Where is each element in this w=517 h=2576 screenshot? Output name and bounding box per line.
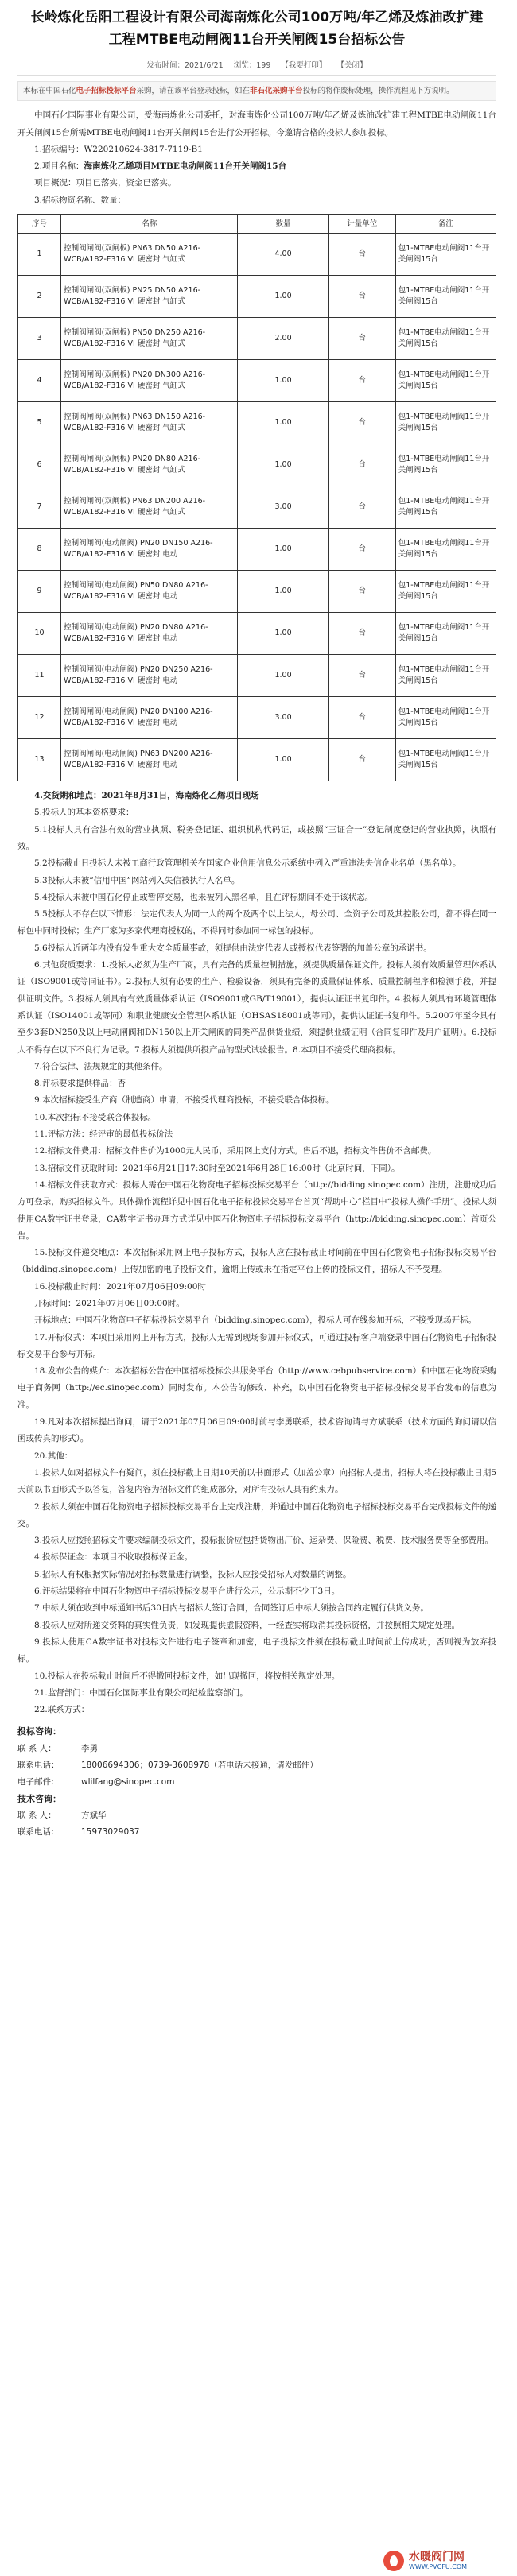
cell-remark: 包1-MTBE电动闸阀11台开关闸阀15台 (395, 318, 496, 360)
cell-index: 8 (18, 529, 61, 571)
cell-remark: 包1-MTBE电动闸阀11台开关闸阀15台 (395, 234, 496, 276)
cell-index: 11 (18, 655, 61, 697)
cell-unit: 台 (328, 402, 395, 444)
notice-highlight: 电子招标投标平台 (76, 87, 137, 96)
table-row (18, 529, 496, 571)
cell-name: 控制阀闸阀(电动闸阀) PN20 DN80 A216-WCB/A182-F316 VI 硬密封 电动 (61, 613, 238, 655)
qualification-item: 5.6投标人近两年内没有发生重大安全质量事故，须提供由法定代表人或授权代表签署的加盖公章的承诺书。 (34, 943, 432, 953)
page-title: 长岭炼化岳阳工程设计有限公司海南炼化公司100万吨/年乙烯及炼油改扩建工程MTBE电动闸阀11台开关闸阀15台招标公告 (30, 10, 484, 48)
cell-name: 控制阀闸阀(电动闸阀) PN20 DN250 A216-WCB/A182-F316 VI 硬密封 电动 (61, 655, 238, 697)
cell-index: 10 (18, 613, 61, 655)
other-requirements: 6.其他资质要求：1.投标人必须为生产厂商，具有完备的质量控制措施，须提供质量保证文件。投标人须有效质量管理体系认证（ISO9001或等同证书）。2.投标人须有必要的生产、检验设备，须具有完备的质量保证体系、质量控制程序和检测手段，并提供证明文件。3.投标人须具有有效质量体系认证（ISO9001或GB/T19001），提供认证证书复印件。4.投标人须具有环境管理体系认证（ISO14001或等同）和职业健康安全管理体系认证（OHSAS18001或等同），提供认证证书复印件。5.2007年至今具有至少3套DN250及以上电动闸阀和DN150以上开关闸阀的同类产品供货业绩，须提供业绩证明（合同复印件及用户证明）。6.投标人不得存在以下不良行为记录。7.投标人须提供所投产品的型式试验报告。8.本项目不接受代理商投标。 (17, 960, 496, 1055)
cell-index: 4 (18, 360, 61, 402)
qualification-heading: 5.投标人的基本资格要求： (34, 808, 134, 818)
other-item: 1.投标人如对招标文件有疑问，须在投标截止日期10天前以书面形式（加盖公章）向招标人提出，招标人将在投标截止日期5天前以书面形式予以答复，答复内容为招标文件的组成部分，对所有投标人具有约束力。 (17, 1467, 496, 1495)
cell-unit: 台 (328, 529, 395, 571)
cell-unit: 台 (328, 613, 395, 655)
cell-name: 控制阀闸阀(电动闸阀) PN20 DN100 A216-WCB/A182-F316 VI 硬密封 电动 (61, 697, 238, 739)
table-row (18, 234, 496, 276)
qualification-item: 5.4投标人未被中国石化停止或暂停交易，也未被列入黑名单，且在评标期间不处于该状态。 (34, 892, 374, 902)
contact-label: 电子邮件： (17, 1776, 60, 1787)
cell-name: 控制阀闸阀(双闸板) PN63 DN200 A216-WCB/A182-F316 VI 硬密封 气缸式 (61, 486, 238, 529)
other-item: 8.投标人应对所递交资料的真实性负责，如发现提供虚假资料，一经查实将取消其投标资格，并按照相关规定处理。 (34, 1620, 461, 1630)
project-name (17, 158, 496, 175)
cell-name: 控制阀闸阀(双闸板) PN63 DN150 A216-WCB/A182-F316 VI 硬密封 气缸式 (61, 402, 238, 444)
table-row (18, 739, 496, 781)
cell-name: 控制阀闸阀(双闸板) PN50 DN250 A216-WCB/A182-F316 VI 硬密封 气缸式 (61, 318, 238, 360)
cell-remark: 包1-MTBE电动闸阀11台开关闸阀15台 (395, 360, 496, 402)
section-18: 18.发布公告的媒介：本次招标公告在中国招标投标公共服务平台（http://www.cebpubservice.com）和中国石化物资采购电子商务网（http://ec.sinopec.com）同时发布。本公告的修改、补充，以中国石化物资电子招标投标交易平台发布的信息为准。 (17, 1366, 496, 1410)
cell-unit: 台 (328, 444, 395, 486)
contact-row (17, 1807, 496, 1824)
cell-unit: 台 (328, 486, 395, 529)
cell-index: 7 (18, 486, 61, 529)
cell-qty: 1.00 (238, 360, 328, 402)
article-meta (17, 56, 496, 76)
cell-unit: 台 (328, 655, 395, 697)
table-row (18, 486, 496, 529)
table-row (18, 655, 496, 697)
cell-index: 13 (18, 739, 61, 781)
section-17: 17.开标仪式：本项目采用网上开标方式，投标人无需到现场参加开标仪式，可通过投标客户端登录中国石化物资电子招标投标交易平台参与开标。 (17, 1332, 496, 1359)
watermark-text (409, 2551, 467, 2571)
cell-qty: 2.00 (238, 318, 328, 360)
opening-time: 开标时间：2021年07月06日09:00时。 (34, 1298, 185, 1308)
col-header-unit: 计量单位 (328, 215, 395, 234)
other-item: 4.投标保证金：本项目不收取投标保证金。 (34, 1552, 193, 1563)
col-header-index: 序号 (18, 215, 61, 234)
contact-email[interactable]: wlilfang@sinopec.com (81, 1776, 175, 1787)
cell-index: 2 (18, 276, 61, 318)
notice-text: 本标在中国石化 (23, 87, 76, 96)
cell-index: 6 (18, 444, 61, 486)
cell-remark: 包1-MTBE电动闸阀11台开关闸阀15台 (395, 571, 496, 613)
section-21: 21.监督部门：中国石化国际事业有限公司纪检监察部门。 (34, 1687, 248, 1698)
items-heading: 3.招标物资名称、数量： (34, 195, 126, 205)
cell-remark: 包1-MTBE电动闸阀11台开关闸阀15台 (395, 444, 496, 486)
cell-name: 控制阀闸阀(电动闸阀) PN63 DN200 A216-WCB/A182-F316 VI 硬密封 电动 (61, 739, 238, 781)
publish-date: 发布时间：2021/6/21 (146, 61, 224, 70)
table-header-row (18, 215, 496, 234)
section-13: 13.招标文件获取时间：2021年6月21日17:30时至2021年6月28日16:00时（北京时间，下同）。 (34, 1163, 400, 1173)
cell-unit: 台 (328, 234, 395, 276)
other-item: 5.招标人有权根据实际情况对招标数量进行调整，投标人应接受招标人对数量的调整。 (34, 1569, 352, 1579)
cell-unit: 台 (328, 276, 395, 318)
cell-remark: 包1-MTBE电动闸阀11台开关闸阀15台 (395, 613, 496, 655)
cell-qty: 3.00 (238, 697, 328, 739)
cell-index: 9 (18, 571, 61, 613)
table-row (18, 697, 496, 739)
cell-qty: 4.00 (238, 234, 328, 276)
contact-row (17, 1774, 496, 1791)
section-12: 12.招标文件费用：招标文件售价为1000元人民币，采用网上支付方式。售后不退，招标文件售价不含邮费。 (34, 1146, 437, 1156)
intro-paragraph: 中国石化国际事业有限公司，受海南炼化公司委托，对海南炼化公司100万吨/年乙烯及炼油改扩建工程MTBE电动闸阀11台开关闸阀15台所需MTBE电动闸阀11台开关闸阀15台进行公开招标。今邀请合格的投标人参加投标。 (17, 110, 496, 138)
contact-row (17, 1757, 496, 1774)
platform-notice (17, 81, 496, 101)
table-row (18, 571, 496, 613)
table-row (18, 444, 496, 486)
project-name-value: 海南炼化乙烯项目MTBE电动闸阀11台开关闸阀15台 (84, 161, 287, 172)
other-item: 6.评标结果将在中国石化物资电子招标投标交易平台进行公示，公示期不少于3日。 (34, 1586, 340, 1597)
cell-name: 控制阀闸阀(双闸板) PN20 DN80 A216-WCB/A182-F316 VI 硬密封 气缸式 (61, 444, 238, 486)
cell-name: 控制阀闸阀(电动闸阀) PN20 DN150 A216-WCB/A182-F316 VI 硬密封 电动 (61, 529, 238, 571)
notice-highlight: 非石化采购平台 (250, 87, 303, 96)
cell-name: 控制阀闸阀(双闸板) PN25 DN50 A216-WCB/A182-F316 VI 硬密封 气缸式 (61, 276, 238, 318)
cell-unit: 台 (328, 739, 395, 781)
cell-index: 1 (18, 234, 61, 276)
bid-number: 1.招标编号：W220210624-3817-7119-B1 (34, 144, 203, 154)
project-overview: 项目概况：项目已落实，资金已落实。 (34, 178, 177, 188)
contact-label: 联 系 人： (17, 1811, 56, 1820)
cell-qty: 1.00 (238, 529, 328, 571)
contact-row (17, 1741, 496, 1757)
qualification-item: 5.3投标人未被“信用中国”网站列入失信被执行人名单。 (34, 875, 240, 885)
qualification-item: 5.5投标人不存在以下情形：法定代表人为同一人的两个及两个以上法人，母公司、全资子公司及其控股公司，都不得在同一标包中同时投标；生产厂家为多家代理商授权的，不得同时参加同一标包的投标。 (17, 909, 496, 936)
cell-unit: 台 (328, 318, 395, 360)
contact-label: 联系电话： (17, 1760, 60, 1770)
table-row (18, 402, 496, 444)
qualification-item: 5.1投标人具有合法有效的营业执照、税务登记证、组织机构代码证，或按照“三证合一”登记制度登记的营业执照，执照有效。 (17, 824, 496, 851)
cell-index: 5 (18, 402, 61, 444)
section-8: 8.评标要求提供样品：否 (34, 1079, 126, 1089)
cell-name: 控制阀闸阀(双闸板) PN20 DN300 A216-WCB/A182-F316 VI 硬密封 气缸式 (61, 360, 238, 402)
cell-name: 控制阀闸阀(双闸板) PN63 DN50 A216-WCB/A182-F316 VI 硬密封 气缸式 (61, 234, 238, 276)
contact-row (17, 1824, 496, 1841)
cell-unit: 台 (328, 571, 395, 613)
tech-contact-heading: 技术咨询： (17, 1793, 61, 1804)
delivery-info: 4.交货期和地点：2021年8月31日，海南炼化乙烯项目现场 (34, 791, 259, 801)
other-item: 3.投标人应按照招标文件要求编制投标文件，投标报价应包括货物出厂价、运杂费、保险费、税费、技术服务费等全部费用。 (34, 1536, 494, 1546)
table-row (18, 613, 496, 655)
watermark-name: 水暖阀门网 (409, 2550, 465, 2563)
cell-qty: 1.00 (238, 276, 328, 318)
watermark (383, 2548, 511, 2574)
cell-qty: 1.00 (238, 444, 328, 486)
section-22: 22.联系方式： (34, 1705, 90, 1715)
section-14: 14.招标文件获取方式：投标人需在中国石化物资电子招标投标交易平台（http://bidding.sinopec.com）注册，注册成功后方可登录，购买招标文件。具体操作流程详见中国石化电子招标投标交易平台首页“帮助中心”栏目中“投标人操作手册”。投标人须使用CA数字证书登录，CA数字证书办理方式详见中国石化物资电子招标投标交易平台（http://bidding.sinopec.com）首页公告。 (17, 1180, 496, 1241)
col-header-remark: 备注 (395, 215, 496, 234)
contact-phone: 18006694306；0739-3608978（若电话未接通，请发邮件） (81, 1760, 318, 1770)
col-header-name: 名称 (61, 215, 238, 234)
close-link[interactable]: 【关闭】 (336, 61, 367, 70)
table-row (18, 318, 496, 360)
opening-place: 开标地点：中国石化物资电子招标投标交易平台（bidding.sinopec.com），投标人可在线参加开标，不接受现场开标。 (34, 1315, 477, 1326)
print-link[interactable]: 【我要打印】 (281, 61, 327, 70)
cell-qty: 1.00 (238, 739, 328, 781)
contact-heading: 投标咨询： (17, 1726, 61, 1737)
contact-label: 联系电话： (17, 1827, 60, 1837)
section-15: 15.投标文件递交地点：本次招标采用网上电子投标方式，投标人应在投标截止时间前在中国石化物资电子招标投标交易平台（bidding.sinopec.com）上传加密的电子投标文件，逾期上传或未在指定平台上传的投标文件，招标人不予受理。 (17, 1248, 496, 1275)
watermark-url: WWW.PVCFU.COM (409, 2562, 468, 2570)
section-11: 11.评标方法：经评审的最低投标价法 (34, 1129, 173, 1140)
cell-unit: 台 (328, 360, 395, 402)
notice-text: 采购，请在该平台登录投标，如在 (136, 87, 251, 96)
cell-remark: 包1-MTBE电动闸阀11台开关闸阀15台 (395, 276, 496, 318)
section-20: 20.其他： (34, 1451, 73, 1461)
contact-label: 联 系 人： (17, 1743, 56, 1753)
section-7: 7.符合法律、法规规定的其他条件。 (34, 1061, 168, 1071)
table-row (18, 360, 496, 402)
cell-name: 控制阀闸阀(电动闸阀) PN50 DN80 A216-WCB/A182-F316 VI 硬密封 电动 (61, 571, 238, 613)
section-9: 9.本次招标接受生产商（制造商）申请，不接受代理商投标，不接受联合体投标。 (34, 1095, 335, 1106)
project-name-label: 2.项目名称： (34, 161, 84, 172)
cell-qty: 1.00 (238, 402, 328, 444)
table-row (18, 276, 496, 318)
cell-remark: 包1-MTBE电动闸阀11台开关闸阀15台 (395, 655, 496, 697)
cell-remark: 包1-MTBE电动闸阀11台开关闸阀15台 (395, 697, 496, 739)
other-item: 9.投标人使用CA数字证书对投标文件进行电子签章和加密，电子投标文件须在投标截止时间前上传成功，否则视为放弃投标。 (17, 1637, 496, 1664)
view-count: 浏览：199 (233, 61, 271, 70)
section-19: 19.凡对本次招标提出询问，请于2021年07月06日09:00时前与李勇联系，技术咨询请与方斌联系（技术方面的询问请以信函或传真的形式）。 (17, 1417, 496, 1444)
other-item: 7.中标人须在收到中标通知书后30日内与招标人签订合同，合同签订后中标人须按合同约定履行供货义务。 (34, 1603, 429, 1613)
cell-remark: 包1-MTBE电动闸阀11台开关闸阀15台 (395, 402, 496, 444)
contact-name: 李勇 (81, 1743, 98, 1753)
cell-qty: 1.00 (238, 571, 328, 613)
other-item: 10.投标人在投标截止时间后不得撤回投标文件，如出现撤回，将按相关规定处理。 (34, 1671, 340, 1681)
items-table (17, 214, 496, 781)
tech-contact-phone: 15973029037 (81, 1827, 140, 1837)
notice-text: 投标的将作废标处理，操作流程见下方说明。 (302, 87, 454, 96)
other-item: 2.投标人须在中国石化物资电子招标投标交易平台上完成注册，并通过中国石化物资电子招标投标交易平台完成投标文件的递交。 (17, 1501, 496, 1528)
cell-unit: 台 (328, 697, 395, 739)
col-header-qty: 数量 (238, 215, 328, 234)
cell-remark: 包1-MTBE电动闸阀11台开关闸阀15台 (395, 739, 496, 781)
cell-index: 12 (18, 697, 61, 739)
contact-block (17, 1723, 496, 1841)
qualification-item: 5.2投标截止日投标人未被工商行政管理机关在国家企业信用信息公示系统中列入严重违法失信企业名单（黑名单）。 (34, 858, 461, 869)
cell-remark: 包1-MTBE电动闸阀11台开关闸阀15台 (395, 486, 496, 529)
bid-deadline: 16.投标截止时间：2021年07月06日09:00时 (34, 1281, 206, 1292)
cell-remark: 包1-MTBE电动闸阀11台开关闸阀15台 (395, 529, 496, 571)
cell-qty: 1.00 (238, 613, 328, 655)
tech-contact-name: 方斌华 (81, 1811, 107, 1820)
cell-qty: 1.00 (238, 655, 328, 697)
cell-index: 3 (18, 318, 61, 360)
cell-qty: 3.00 (238, 486, 328, 529)
watermark-logo-icon (383, 2551, 404, 2571)
section-10: 10.本次招标不接受联合体投标。 (34, 1112, 157, 1122)
